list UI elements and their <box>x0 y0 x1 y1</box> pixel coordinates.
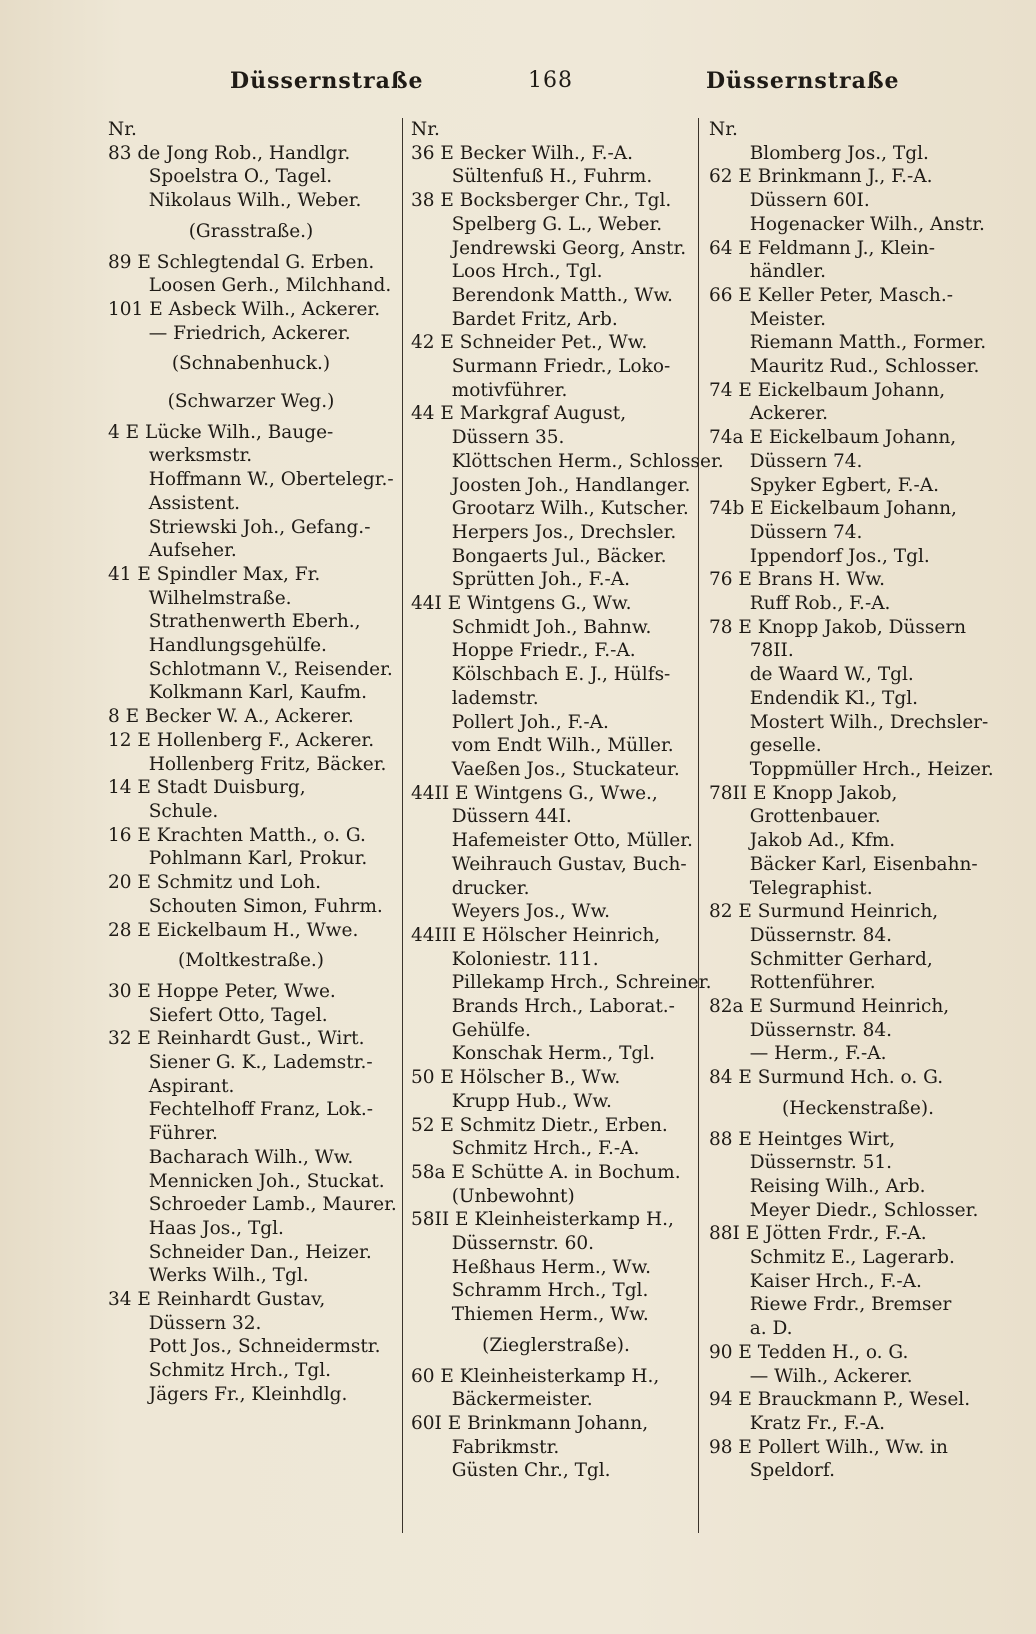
directory-entry: Fechtelhoff Franz, Lok.- <box>148 1099 374 1121</box>
directory-entry: Thiemen Herm., Ww. <box>451 1304 649 1326</box>
directory-entry: Güsten Chr., Tgl. <box>451 1460 611 1482</box>
directory-entry: Weyers Jos., Ww. <box>451 901 610 923</box>
directory-entry: 30 E Hoppe Peter, Wwe. <box>108 980 336 1002</box>
directory-entry: Hafemeister Otto, Müller. <box>451 830 693 852</box>
directory-entry: 90 E Tedden H., o. G. <box>709 1341 909 1363</box>
running-head-left: Düssernstraße <box>230 68 424 94</box>
directory-entry: motivführer. <box>451 379 568 401</box>
directory-entry: 4 E Lücke Wilh., Bauge- <box>108 421 334 443</box>
street-heading: (Heckenstraße). <box>782 1097 934 1119</box>
directory-entry: Kolkmann Karl, Kaufm. <box>148 682 367 704</box>
page-header <box>0 68 1036 102</box>
directory-entry: Telegraphist. <box>749 877 873 899</box>
directory-entry: Schroeder Lamb., Maurer. <box>148 1194 397 1216</box>
directory-entry: Mennicken Joh., Stuckat. <box>148 1170 385 1192</box>
directory-entry: Schouten Simon, Fuhrm. <box>148 895 383 917</box>
directory-entry: Düssern 32. <box>148 1312 262 1334</box>
directory-entry: Sültenfuß H., Fuhrm. <box>451 166 653 188</box>
directory-entry: Führer. <box>148 1123 218 1145</box>
directory-entry: (Unbewohnt) <box>451 1185 575 1207</box>
running-head-right: Düssernstraße <box>706 68 900 94</box>
directory-entry: Herpers Jos., Drechsler. <box>451 521 677 543</box>
directory-entry: 8 E Becker W. A., Ackerer. <box>108 706 354 728</box>
directory-entry: händler. <box>749 261 826 283</box>
column-2 <box>411 118 724 1483</box>
directory-entry: Koloniestr. 111. <box>451 948 599 970</box>
directory-entry: 88 E Heintges Wirt, <box>709 1128 896 1150</box>
directory-entry: Düssern 44I. <box>451 806 572 828</box>
directory-entry: Düssern 60I. <box>749 190 870 212</box>
directory-entry: Hollenberg Fritz, Bäcker. <box>148 753 387 775</box>
directory-entry: Düssern 35. <box>451 427 565 449</box>
directory-entry: Speldorf. <box>749 1460 835 1482</box>
directory-entry: Schneider Dan., Heizer. <box>148 1241 372 1263</box>
directory-entry: Krupp Hub., Ww. <box>451 1090 612 1112</box>
directory-entry: Reising Wilh., Arb. <box>749 1175 926 1197</box>
directory-entry: Düssernstr. 51. <box>749 1152 893 1174</box>
directory-entry: 44 E Markgraf August, <box>411 403 627 425</box>
directory-entry: 62 E Brinkmann J., F.-A. <box>709 166 933 188</box>
directory-entry: 44III E Hölscher Heinrich, <box>411 924 661 946</box>
directory-entry: 52 E Schmitz Dietr., Erben. <box>411 1114 668 1136</box>
street-heading: (Schnabenhuck.) <box>171 353 331 375</box>
directory-entry: Fabrikmstr. <box>451 1436 560 1458</box>
directory-entry: Grottenbauer. <box>749 806 881 828</box>
directory-entry: Kratz Fr., F.-A. <box>749 1412 886 1434</box>
directory-entry: Spyker Egbert, F.-A. <box>749 474 940 496</box>
directory-entry: Düssernstr. 60. <box>451 1233 595 1255</box>
directory-entry: Schule. <box>148 800 219 822</box>
column-label: Nr. <box>411 119 440 140</box>
directory-entry: de Waard W., Tgl. <box>749 664 914 686</box>
directory-entry: Toppmüller Hrch., Heizer. <box>749 758 994 780</box>
column-3 <box>709 118 1007 1483</box>
directory-entry: 82 E Surmund Heinrich, <box>709 901 939 923</box>
directory-entry: 101 E Asbeck Wilh., Ackerer. <box>108 298 381 320</box>
directory-entry: 44II E Wintgens G., Wwe., <box>411 782 658 804</box>
directory-entry: Loos Hrch., Tgl. <box>451 261 603 283</box>
directory-entry: 66 E Keller Peter, Masch.- <box>709 284 953 306</box>
directory-entry: Aspirant. <box>148 1075 235 1097</box>
directory-entry: — Wilh., Ackerer. <box>749 1365 913 1387</box>
column-label: Nr. <box>709 119 738 140</box>
directory-entry: Düssernstr. 84. <box>749 924 893 946</box>
directory-entry: Nikolaus Wilh., Weber. <box>148 190 362 212</box>
directory-entry: Klöttschen Herm., Schlosser. <box>451 450 724 472</box>
directory-entry: Riewe Frdr., Bremser <box>749 1294 952 1316</box>
directory-entry: lademstr. <box>451 687 539 709</box>
directory-entry: 74 E Eickelbaum Johann, <box>709 379 946 401</box>
directory-entry: Schlotmann V., Reisender. <box>148 658 393 680</box>
directory-entry: Bardet Fritz, Arb. <box>451 308 618 330</box>
directory-entry: Bacharach Wilh., Ww. <box>148 1146 354 1168</box>
directory-entry: Siefert Otto, Tagel. <box>148 1004 328 1026</box>
directory-entry: Strathenwerth Eberh., <box>148 611 361 633</box>
directory-entry: 41 E Spindler Max, Fr. <box>108 563 321 585</box>
directory-entry: Schmidt Joh., Bahnw. <box>451 616 652 638</box>
directory-entry: 60I E Brinkmann Johann, <box>411 1412 649 1434</box>
directory-entry: 74a E Eickelbaum Johann, <box>709 427 957 449</box>
directory-entry: Loosen Gerh., Milchhand. <box>148 275 392 297</box>
directory-entry: 50 E Hölscher B., Ww. <box>411 1067 621 1089</box>
directory-entry: Jakob Ad., Kfm. <box>749 830 896 852</box>
directory-entry: Bäckermeister. <box>451 1389 593 1411</box>
directory-entry: Düssernstr. 84. <box>749 1019 893 1041</box>
directory-entry: Hoffmann W., Obertelegr.- <box>148 469 394 491</box>
directory-entry: Spelberg G. L., Weber. <box>451 213 663 235</box>
directory-entry: drucker. <box>451 877 530 899</box>
street-heading: (Moltkestraße.) <box>177 950 324 972</box>
street-heading: (Grasstraße.) <box>188 220 314 242</box>
directory-entry: Riemann Matth., Former. <box>749 332 987 354</box>
directory-entry: Grootarz Wilh., Kutscher. <box>451 498 689 520</box>
directory-entry: 76 E Brans H. Ww. <box>709 569 885 591</box>
directory-entry: 60 E Kleinheisterkamp H., <box>411 1365 660 1387</box>
directory-entry: Mostert Wilh., Drechsler- <box>749 711 989 733</box>
directory-entry: vom Endt Wilh., Müller. <box>451 735 674 757</box>
directory-entry: 98 E Pollert Wilh., Ww. in <box>709 1436 948 1458</box>
directory-entry: Kaiser Hrch., F.-A. <box>749 1270 922 1292</box>
directory-entry: — Herm., F.-A. <box>749 1043 887 1065</box>
directory-entry: Vaeßen Jos., Stuckateur. <box>451 758 680 780</box>
directory-entry: Pohlmann Karl, Prokur. <box>148 848 368 870</box>
directory-entry: Pollert Joh., F.-A. <box>451 711 609 733</box>
directory-entry: Haas Jos., Tgl. <box>148 1217 284 1239</box>
directory-entry: Ackerer. <box>749 403 829 425</box>
directory-entry: Kölschbach E. J., Hülfs- <box>451 664 671 686</box>
directory-entry: Siener G. K., Lademstr.- <box>148 1052 373 1074</box>
directory-entry: a. D. <box>749 1318 793 1340</box>
directory-entry: 74b E Eickelbaum Johann, <box>709 498 957 520</box>
directory-entry: Jägers Fr., Kleinhdlg. <box>148 1383 348 1405</box>
directory-entry: Surmann Friedr., Loko- <box>451 356 671 378</box>
directory-entry: Schmitz Hrch., Tgl. <box>148 1360 332 1382</box>
directory-entry: Sprütten Joh., F.-A. <box>451 569 631 591</box>
directory-entry: Mauritz Rud., Schlosser. <box>749 356 980 378</box>
directory-entry: Düssern 74. <box>749 521 863 543</box>
directory-entry: 83 de Jong Rob., Handlgr. <box>108 142 351 164</box>
directory-entry: 20 E Schmitz und Loh. <box>108 872 322 894</box>
directory-entry: Konschak Herm., Tgl. <box>451 1043 656 1065</box>
column-label: Nr. <box>108 119 137 140</box>
column-1 <box>108 118 397 1407</box>
directory-entry: Pott Jos., Schneidermstr. <box>148 1336 381 1358</box>
directory-entry: werksmstr. <box>148 445 253 467</box>
page-number: 168 <box>528 68 573 93</box>
directory-entry: Meister. <box>749 308 827 330</box>
directory-entry: Bongaerts Jul., Bäcker. <box>451 545 667 567</box>
directory-entry: Ippendorf Jos., Tgl. <box>749 545 930 567</box>
street-heading: (Zieglerstraße). <box>482 1334 630 1356</box>
directory-entry: 36 E Becker Wilh., F.-A. <box>411 142 633 164</box>
directory-entry: 42 E Schneider Pet., Ww. <box>411 332 648 354</box>
directory-entry: 12 E Hollenberg F., Ackerer. <box>108 729 375 751</box>
directory-entry: Handlungsgehülfe. <box>148 635 327 657</box>
directory-entry: Gehülfe. <box>451 1019 531 1041</box>
directory-entry: 38 E Bocksberger Chr., Tgl. <box>411 190 672 212</box>
directory-entry: 94 E Brauckmann P., Wesel. <box>709 1389 971 1411</box>
directory-entry: — Friedrich, Ackerer. <box>148 322 351 344</box>
directory-entry: 34 E Reinhardt Gustav, <box>108 1289 326 1311</box>
directory-entry: 14 E Stadt Duisburg, <box>108 777 306 799</box>
directory-entry: Striewski Joh., Gefang.- <box>148 516 371 538</box>
directory-entry: Wilhelmstraße. <box>148 587 292 609</box>
directory-entry: 89 E Schlegtendal G. Erben. <box>108 251 375 273</box>
directory-entry: 78II. <box>749 640 794 662</box>
directory-entry: Bäcker Karl, Eisenbahn- <box>749 853 978 875</box>
column-divider-left <box>402 118 403 1533</box>
directory-entry: Brands Hrch., Laborat.- <box>451 996 675 1018</box>
directory-entry: Düssern 74. <box>749 450 863 472</box>
directory-entry: Hogenacker Wilh., Anstr. <box>749 213 985 235</box>
directory-entry: 78II E Knopp Jakob, <box>709 782 898 804</box>
directory-entry: Aufseher. <box>148 540 237 562</box>
directory-entry: 58a E Schütte A. in Bochum. <box>411 1161 681 1183</box>
directory-entry: 32 E Reinhardt Gust., Wirt. <box>108 1028 365 1050</box>
directory-entry: 78 E Knopp Jakob, Düssern <box>709 616 967 638</box>
directory-entry: 28 E Eickelbaum H., Wwe. <box>108 919 359 941</box>
directory-entry: 88I E Jötten Frdr., F.-A. <box>709 1223 927 1245</box>
directory-entry: 64 E Feldmann J., Klein- <box>709 237 936 259</box>
directory-entry: 58II E Kleinheisterkamp H., <box>411 1209 674 1231</box>
directory-entry: Hoppe Friedr., F.-A. <box>451 640 636 662</box>
directory-entry: 16 E Krachten Matth., o. G. <box>108 824 366 846</box>
directory-entry: Endendik Kl., Tgl. <box>749 687 919 709</box>
directory-entry: Blomberg Jos., Tgl. <box>749 142 929 164</box>
directory-entry: Schmitter Gerhard, <box>749 948 933 970</box>
directory-entry: Schmitz Hrch., F.-A. <box>451 1138 640 1160</box>
directory-entry: Meyer Diedr., Schlosser. <box>749 1199 979 1221</box>
directory-entry: Schmitz E., Lagerarb. <box>749 1247 955 1269</box>
directory-entry: Weihrauch Gustav, Buch- <box>451 853 687 875</box>
directory-entry: Schramm Hrch., Tgl. <box>451 1280 649 1302</box>
street-heading: (Schwarzer Weg.) <box>167 391 335 413</box>
directory-entry: Werks Wilh., Tgl. <box>148 1265 309 1287</box>
directory-entry: 44I E Wintgens G., Ww. <box>411 593 632 615</box>
directory-entry: Assistent. <box>148 492 241 514</box>
directory-entry: Jendrewski Georg, Anstr. <box>451 237 687 259</box>
directory-entry: Rottenführer. <box>749 972 876 994</box>
directory-entry: Joosten Joh., Handlanger. <box>451 474 691 496</box>
directory-entry: 84 E Surmund Hch. o. G. <box>709 1067 944 1089</box>
directory-entry: Spoelstra O., Tagel. <box>148 166 333 188</box>
directory-entry: geselle. <box>749 735 822 757</box>
directory-entry: Pillekamp Hrch., Schreiner. <box>451 972 712 994</box>
directory-entry: Berendonk Matth., Ww. <box>451 284 673 306</box>
directory-entry: 82a E Surmund Heinrich, <box>709 996 950 1018</box>
directory-entry: Heßhaus Herm., Ww. <box>451 1256 652 1278</box>
directory-entry: Ruff Rob., F.-A. <box>749 593 891 615</box>
